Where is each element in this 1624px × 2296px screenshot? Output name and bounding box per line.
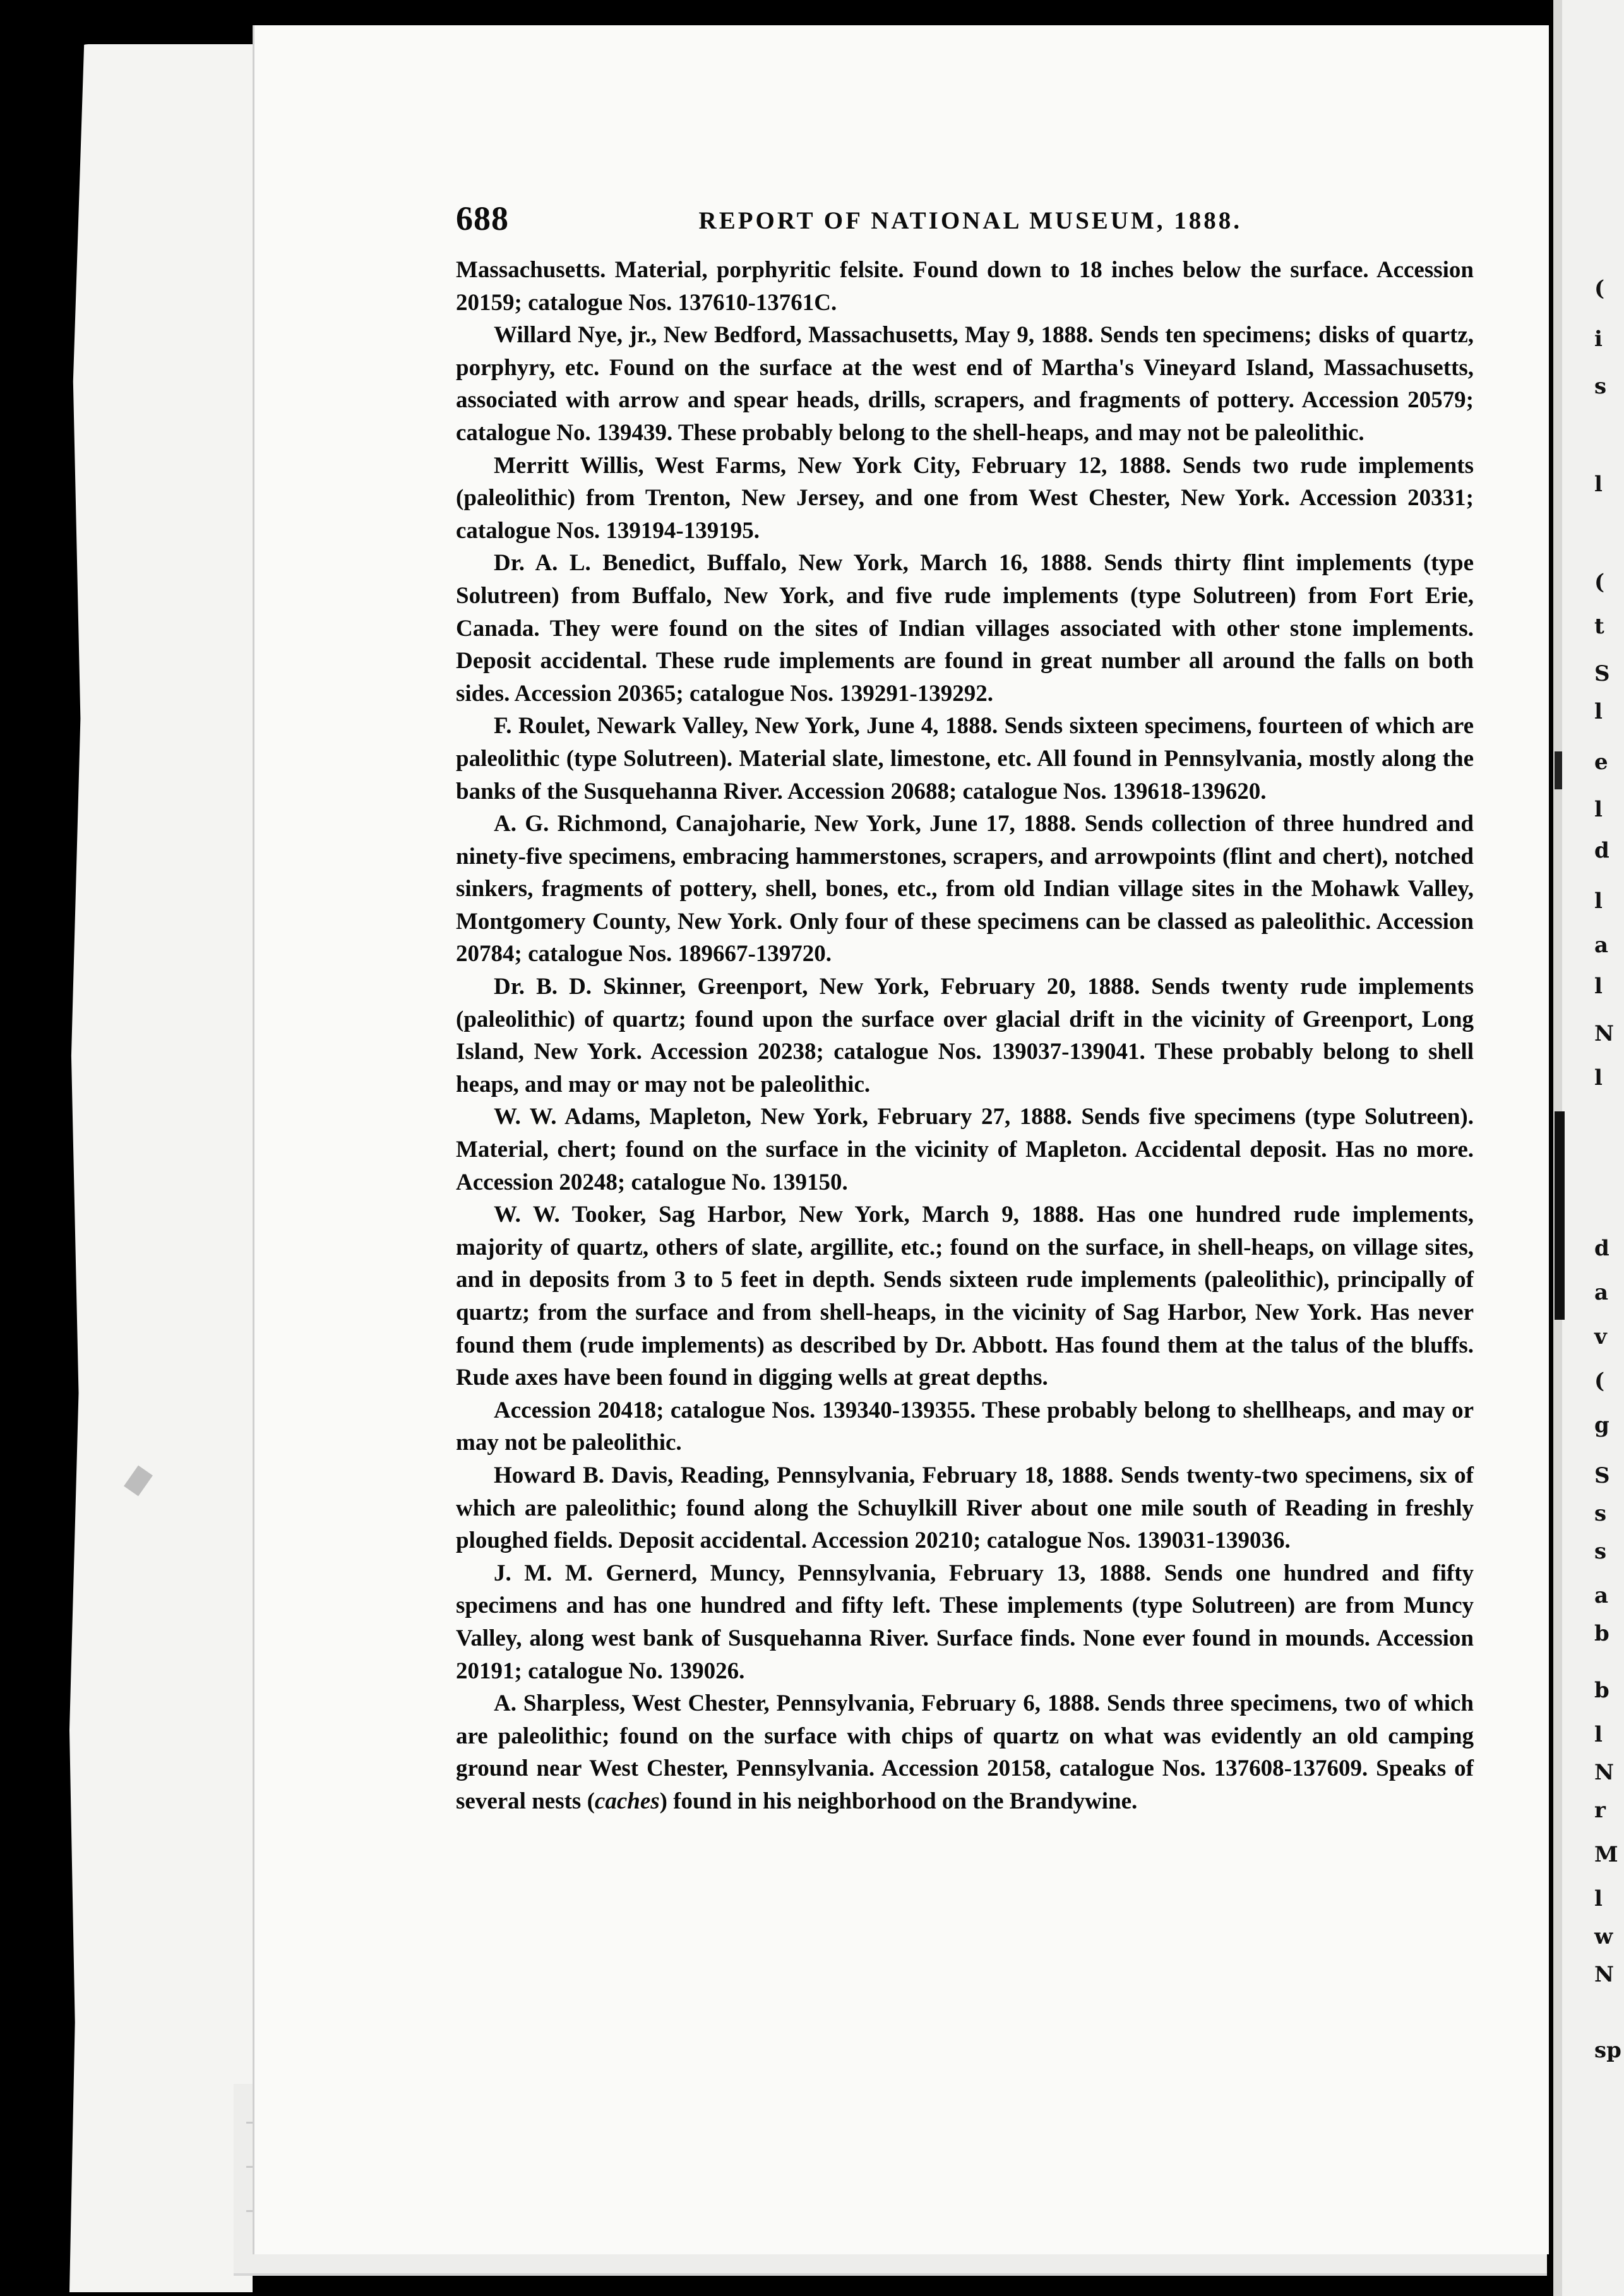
facing-page-letter: v xyxy=(1594,1324,1607,1349)
facing-page-letter: M xyxy=(1594,1842,1618,1867)
paragraph: Accession 20418; catalogue Nos. 139340-139355. These probably belong to shellheaps, and may or may not be paleolithic. xyxy=(456,1397,1474,1456)
facing-page-letter: l xyxy=(1594,888,1603,914)
paper-blemish xyxy=(124,1466,153,1497)
facing-page-letter: s xyxy=(1594,374,1607,399)
facing-page-letter: l xyxy=(1594,1065,1603,1091)
facing-page-letter: i xyxy=(1594,326,1603,352)
facing-page-text-fragments xyxy=(1594,0,1624,2296)
facing-page-letter: r xyxy=(1594,1798,1606,1823)
page-number: 688 xyxy=(456,200,509,237)
facing-page-letter: sp xyxy=(1594,2038,1621,2063)
facing-page-letter: ( xyxy=(1594,570,1605,595)
facing-page-letter: ( xyxy=(1594,1368,1605,1394)
facing-page-letter: s xyxy=(1594,1539,1607,1564)
facing-page-letter: a xyxy=(1594,933,1609,958)
paragraph: A. Sharpless, West Chester, Pennsylvania, February 6, 1888. Sends three specimens, two of which are paleolithic; found on the surface with chips of quartz on what was evidently an old camping ground near West Chester, Pennsylvania. Accession 20158, catalogue Nos. 137608-137609. Speaks of several nests (caches) found in his neighborhood on the Brandywine. xyxy=(456,1690,1474,1814)
facing-page-letter: g xyxy=(1594,1413,1609,1438)
facing-page-letter: s xyxy=(1594,1501,1607,1526)
paragraph: A. G. Richmond, Canajoharie, New York, June 17, 1888. Sends collection of three hundred and ninety-five specimens, embracing hammerstones, scrapers, and arrowpoints (flint and chert), notched sinkers, fragments of pottery, shell, bones, etc., from old Indian village sites in the Mohawk Valley, Montgomery County, New York. Only four of these specimens can be classed as paleolithic. Accession 20784; catalogue Nos. 189667-139720. xyxy=(456,811,1474,967)
paragraph: Dr. A. L. Benedict, Buffalo, New York, March 16, 1888. Sends thirty flint implements (type Solutreen) from Buffalo, New York, and five rude implements (type Solutreen) from Fort Erie, Canada. They were found on the sites of Indian villages associated with other stone implements. Deposit accidental. These rude implements are found in great number all around the falls on both sides. Accession 20365; catalogue Nos. 139291-139292. xyxy=(456,550,1474,707)
facing-page-letter: ( xyxy=(1594,276,1605,301)
facing-page-letter: b xyxy=(1594,1621,1609,1646)
paragraph: Massachusetts. Material, porphyritic felsite. Found down to 18 inches below the surface. Accession 20159; catalogue Nos. 137610-13761C. xyxy=(456,257,1474,316)
facing-page-letter: a xyxy=(1594,1583,1609,1608)
facing-page-left-edge xyxy=(69,44,253,2292)
paragraph: Howard B. Davis, Reading, Pennsylvania, February 18, 1888. Sends twenty-two specimens, six of which are paleolithic; found along the Schuylkill River about one mile south of Reading in freshly ploughed fields. Deposit accidental. Accession 20210; catalogue Nos. 139031-139036. xyxy=(456,1462,1474,1554)
facing-page-letter: d xyxy=(1594,1236,1609,1261)
facing-page-letter: l xyxy=(1594,472,1603,497)
paragraph: J. M. M. Gernerd, Muncy, Pennsylvania, February 13, 1888. Sends one hundred and fifty specimens and has one hundred and fifty left. These implements (type Solutreen) are from Muncy Valley, along west bank of Susquehanna River. Surface finds. None ever found in mounds. Accession 20191; catalogue No. 139026. xyxy=(456,1560,1474,1684)
italic-term: caches xyxy=(594,1788,660,1814)
paragraph: F. Roulet, Newark Valley, New York, June 4, 1888. Sends sixteen specimens, fourteen of which are paleolithic (type Solutreen). Material slate, limestone, etc. All found in Pennsylvania, mostly along the banks of the Susquehanna River. Accession 20688; catalogue Nos. 139618-139620. xyxy=(456,713,1474,804)
facing-page-letter: l xyxy=(1594,797,1603,822)
paragraph: W. W. Adams, Mapleton, New York, February 27, 1888. Sends five specimens (type Solutreen). Material, chert; found on the surface in the vicinity of Mapleton. Accidental deposit. Has no more. Accession 20248; catalogue No. 139150. xyxy=(456,1104,1474,1195)
facing-page-letter: l xyxy=(1594,699,1603,724)
paragraph: Dr. B. D. Skinner, Greenport, New York, February 20, 1888. Sends twenty rude implements (paleolithic) of quartz; found upon the surface over glacial drift in the vicinity of Greenport, Long Island, New York. Accession 20238; catalogue Nos. 139037-139041. These probably belong to shell heaps, and may or may not be paleolithic. xyxy=(456,974,1474,1097)
paragraph: W. W. Tooker, Sag Harbor, New York, March 9, 1888. Has one hundred rude implements, majority of quartz, others of slate, argillite, etc.; found on the surface, in shell-heaps, on village sites, and in deposits from 3 to 5 feet in depth. Sends sixteen rude implements (paleolithic), principally of quartz; from the surface and from shell-heaps, in the vicinity of Sag Harbor, New York. Has never found them (rude implements) as described by Dr. Abbott. Has found them at the talus of the bluffs. Rude axes have been found in digging wells at great depths. xyxy=(456,1202,1474,1391)
facing-page-letter: N xyxy=(1594,1962,1615,1987)
facing-page-letter: S xyxy=(1594,661,1610,686)
paragraph: Merritt Willis, West Farms, New York City, February 12, 1888. Sends two rude implements (paleolithic) from Trenton, New Jersey, and one from West Chester, New York. Accession 20331; catalogue Nos. 139194-139195. xyxy=(456,452,1474,544)
facing-page-letter: a xyxy=(1594,1280,1609,1305)
page-body xyxy=(456,254,1474,1818)
facing-page-letter: l xyxy=(1594,1886,1603,1911)
facing-page-letter: N xyxy=(1594,1021,1615,1046)
page-header xyxy=(456,199,1242,237)
binding-shadow xyxy=(1555,1111,1565,1320)
paragraph: Willard Nye, jr., New Bedford, Massachusetts, May 9, 1888. Sends ten specimens; disks of quartz, porphyry, etc. Found on the surface at the west end of Martha's Vineyard Island, Massachusetts, associated with arrow and spear heads, drills, scrapers, and fragments of pottery. Accession 20579; catalogue No. 139439. These probably belong to the shell-heaps, and may not be paleolithic. xyxy=(456,322,1474,446)
facing-page-letter: w xyxy=(1594,1924,1613,1949)
facing-page-letter: l xyxy=(1594,1722,1603,1747)
facing-page-letter: b xyxy=(1594,1678,1609,1703)
binding-shadow xyxy=(1555,751,1562,789)
facing-page-letter: e xyxy=(1594,750,1608,775)
facing-page-letter: d xyxy=(1594,838,1609,863)
facing-page-letter: S xyxy=(1594,1463,1610,1488)
facing-page-letter: l xyxy=(1594,974,1603,999)
facing-page-letter: t xyxy=(1594,614,1604,639)
facing-page-letter: N xyxy=(1594,1760,1615,1785)
running-head: REPORT OF NATIONAL MUSEUM, 1888. xyxy=(698,207,1242,234)
